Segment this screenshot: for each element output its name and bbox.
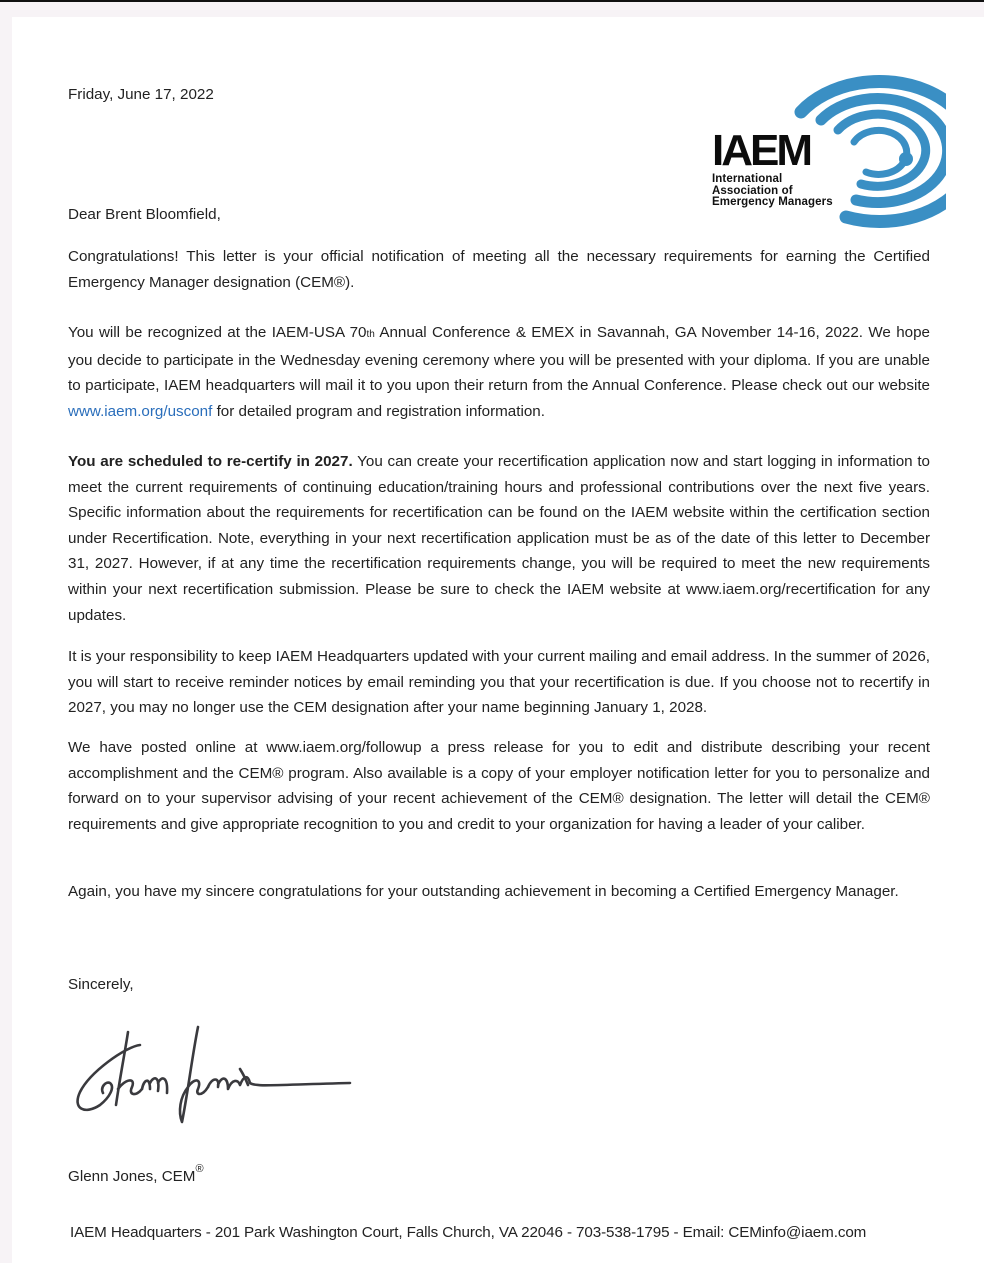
paragraph-recognition [68, 320, 930, 424]
letter-page [12, 17, 984, 1263]
closing: Sincerely, [68, 976, 134, 993]
letter-date: Friday, June 17, 2022 [68, 86, 214, 103]
salutation: Dear Brent Bloomfield, [68, 206, 221, 223]
logo-line-2: Association of [712, 184, 793, 197]
recertify-year-bold: You are scheduled to re-certify in 2027. [68, 453, 353, 470]
logo-line-3: Emergency Managers [712, 196, 833, 208]
paragraph-responsibility: It is your responsibility to keep IAEM Headquarters updated with your current mailing and email address. In the summer of 2026, you will start to receive reminder notices by email reminding you that your recertification is due. If you choose not to recertify in 2027, you may no longer use the CEM designation after your name beginning January 1, 2028. [68, 648, 930, 717]
paragraph-recertify [68, 449, 930, 628]
p3-text: You can create your recertification application now and start logging in information to meet the current requirements of continuing education/training hours and professional contributions over the next five years. Specific information about the requirements for recertification can be found on the IAEM website within the certification section under Recertification. Note, everything in your next recertification application must be as of the date of this letter to December 31, 2027. However, if at any time the recertification requirements change, you will be required to meet the new requirements within your next recertification submission. Please be sure to check the IAEM website at www.iaem.org/recertification for any updates. [68, 453, 931, 624]
signature-icon [70, 1017, 360, 1127]
logo-line-1: International [712, 173, 783, 185]
signer-name-text: Glenn Jones, CEM [68, 1168, 196, 1185]
paragraph-press-release: We have posted online at www.iaem.org/followup a press release for you to edit and distribute describing your recent accomplishment and the CEM® program. Also available is a copy of your employer notification letter for you to personalize and forward on to your supervisor advising of your recent achievement of the CEM® designation. The letter will detail the CEM® requirements and give appropriate recognition to you and credit to your organization for having a leader of your caliber. [68, 739, 930, 833]
p2-text-b: Annual Conference & EMEX in Savannah, GA November 14-16, 2022. We hope you decide to participate in the Wednesday evening ceremony where you will be presented with your diploma. If you are unable to participate, IAEM headquarters will mail it to you upon their return from the Annual Conference. Please check out our website [68, 324, 930, 395]
registered-mark: ® [195, 1163, 204, 1175]
p2-text-a: You will be recognized at the IAEM-USA 70 [68, 324, 367, 341]
usconf-link[interactable]: www.iaem.org/usconf [68, 402, 213, 420]
signer-name [68, 1164, 204, 1190]
logo-acronym: IAEM [712, 126, 810, 175]
p2-ordinal: th [366, 329, 375, 340]
letterhead-footer: IAEM Headquarters - 201 Park Washington Court, Falls Church, VA 22046 - 703-538-1795 - Email: CEMinfo@iaem.com [70, 1224, 867, 1241]
paragraph-congratulations: Congratulations! This letter is your official notification of meeting all the necessary requirements for earning the Certified Emergency Manager designation (CEM®). [68, 248, 930, 291]
logo-org-name [712, 174, 833, 209]
top-border [0, 0, 984, 2]
paragraph-closing-congrats: Again, you have my sincere congratulations for your outstanding achievement in becoming a Certified Emergency Manager. [68, 883, 899, 900]
p2-text-c: for detailed program and registration information. [212, 402, 545, 420]
